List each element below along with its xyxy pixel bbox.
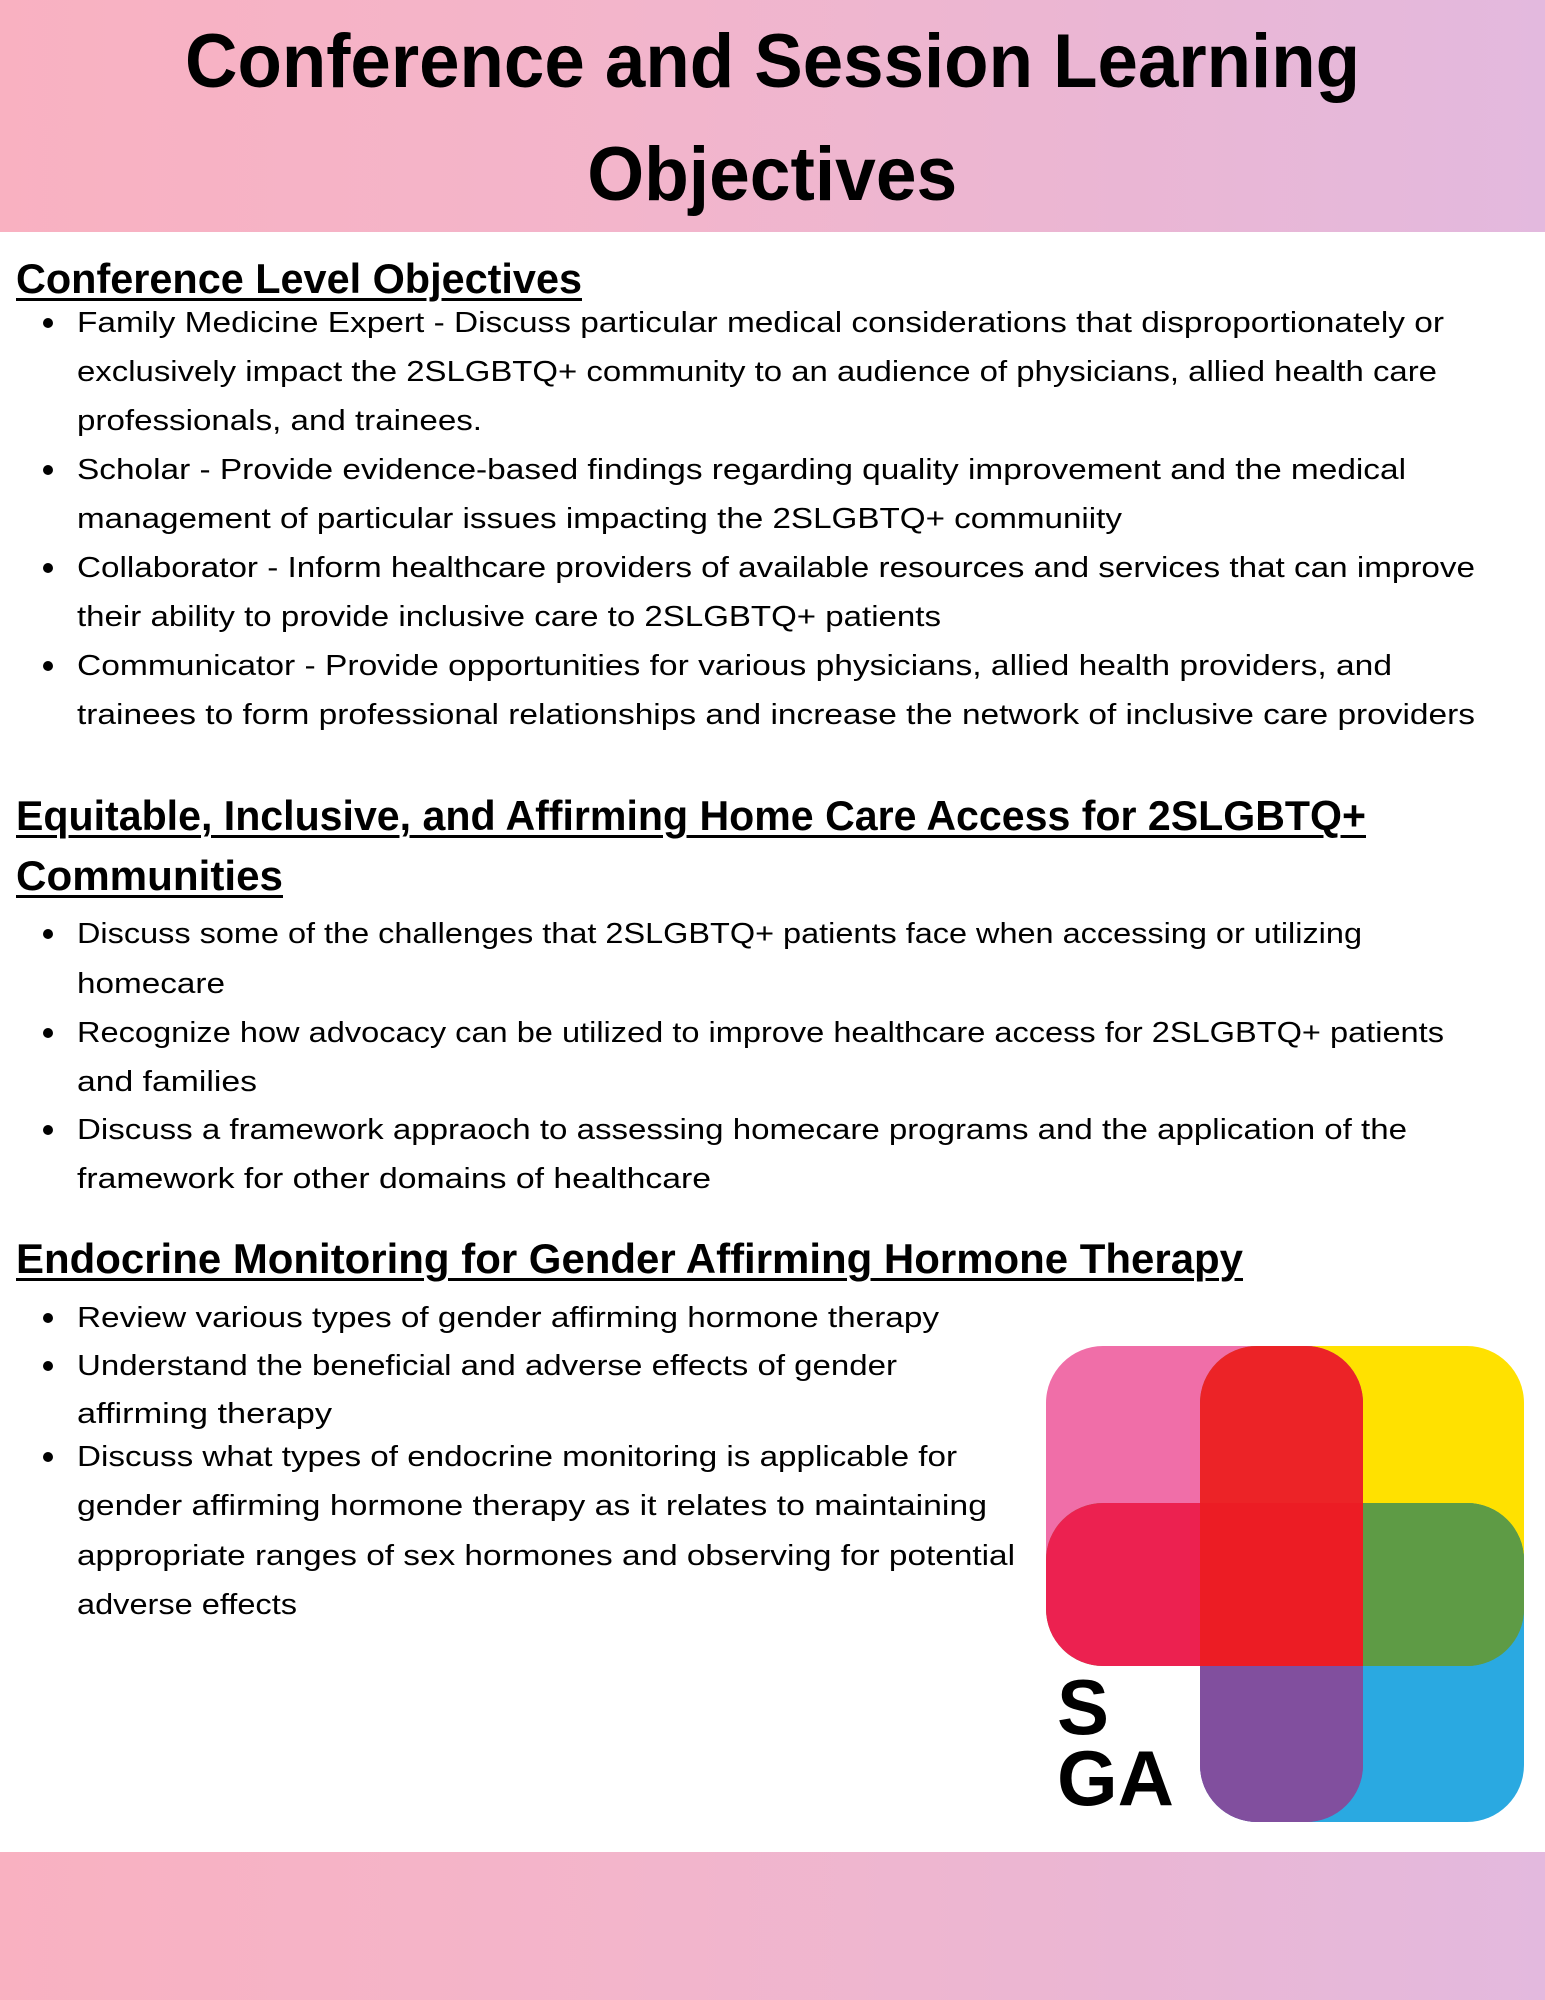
list-item-line	[77, 1163, 711, 1195]
logo-center-square	[1200, 1503, 1363, 1666]
list-item-text: framework for other domains of healthcare	[77, 1163, 711, 1195]
list-item-line	[77, 1490, 987, 1522]
list-item-text: management of particular issues impacting the 2SLGBTQ+ communiity	[77, 503, 1122, 535]
list-item-line	[77, 307, 1444, 339]
list-item-text: Communicator - Provide opportunities for various physicians, allied health providers, and	[77, 650, 1392, 682]
footer-banner	[0, 1852, 1545, 2000]
page-title-line-2	[0, 132, 1545, 217]
list-item-text: Family Medicine Expert - Discuss particular medical considerations that disproportionately or	[77, 307, 1444, 339]
bullet-icon	[43, 318, 53, 328]
list-item-text: Discuss what types of endocrine monitoring is applicable for	[77, 1441, 957, 1473]
section-heading-text: Communities	[16, 852, 283, 899]
section-heading-text: Equitable, Inclusive, and Affirming Home Care Access for 2SLGBTQ+	[16, 792, 1366, 839]
list-item-line	[77, 699, 1475, 731]
bullet-icon	[43, 1452, 53, 1462]
list-item-line	[77, 1398, 332, 1430]
list-item-text: gender affirming hormone therapy as it relates to maintaining	[77, 1490, 987, 1522]
list-item-line	[77, 918, 1362, 950]
logo-letter-s: S	[1057, 1663, 1110, 1751]
list-item-text: trainees to form professional relationships and increase the network of inclusive care providers	[77, 699, 1475, 731]
page-title-text: Conference and Session Learning	[184, 19, 1360, 104]
list-item-text: exclusively impact the 2SLGBTQ+ community to an audience of physicians, allied health care	[77, 356, 1437, 388]
list-item-line	[77, 1441, 957, 1473]
section-heading-endocrine	[16, 1235, 1244, 1282]
list-item-text: adverse effects	[77, 1589, 297, 1621]
list-item-line	[77, 1114, 1407, 1146]
list-item-line	[77, 650, 1392, 682]
list-item-text: Scholar - Provide evidence-based findings regarding quality improvement and the medical	[77, 454, 1406, 486]
logo-purple-lower	[1200, 1666, 1363, 1822]
list-item-text: and families	[77, 1066, 257, 1098]
list-item-line	[77, 1302, 940, 1334]
list-item-text: Collaborator - Inform healthcare providers of available resources and services that can improve	[77, 552, 1475, 584]
list-item-line	[77, 1589, 297, 1621]
section-heading-conference	[16, 255, 590, 302]
list-item-line	[77, 552, 1475, 584]
page-title-line-1	[0, 19, 1545, 104]
list-item-line	[77, 454, 1406, 486]
list-item-text: affirming therapy	[77, 1398, 332, 1430]
bullet-icon	[43, 1125, 53, 1135]
list-item-text: Discuss some of the challenges that 2SLGBTQ+ patients face when accessing or utilizing	[77, 918, 1362, 950]
section-heading-text: Conference Level Objectives	[16, 255, 582, 302]
list-item-text: Understand the beneficial and adverse effects of gender	[77, 1350, 897, 1382]
list-item-line	[77, 356, 1437, 388]
list-item-line	[77, 601, 941, 633]
logo-letters-ga: GA	[1057, 1734, 1174, 1822]
list-item-line	[77, 405, 482, 437]
list-item-text: Recognize how advocacy can be utilized to improve healthcare access for 2SLGBTQ+ patients	[77, 1017, 1444, 1049]
list-item-line	[77, 503, 1122, 535]
logo-yellow-lower	[1363, 1466, 1524, 1503]
list-item-text: appropriate ranges of sex hormones and observing for potential	[77, 1540, 1015, 1572]
page-title-text: Objectives	[587, 132, 958, 217]
bullet-icon	[43, 1028, 53, 1038]
section-heading-text: Endocrine Monitoring for Gender Affirming Hormone Therapy	[16, 1235, 1243, 1282]
bullet-icon	[43, 1361, 53, 1371]
bullet-icon	[43, 1313, 53, 1323]
list-item-line	[77, 968, 225, 1000]
list-item-text: their ability to provide inclusive care to 2SLGBTQ+ patients	[77, 601, 941, 633]
bullet-icon	[43, 465, 53, 475]
list-item-line	[77, 1350, 897, 1382]
sga-logo	[1046, 1346, 1524, 1822]
list-item-line	[77, 1066, 257, 1098]
list-item-text: homecare	[77, 968, 225, 1000]
list-item-text: Review various types of gender affirming hormone therapy	[77, 1302, 940, 1334]
list-item-line	[77, 1017, 1444, 1049]
bullet-icon	[43, 929, 53, 939]
logo-green-right	[1363, 1503, 1524, 1666]
list-item-text: professionals, and trainees.	[77, 405, 482, 437]
bullet-icon	[43, 563, 53, 573]
bullet-icon	[43, 661, 53, 671]
list-item-line	[77, 1540, 1015, 1572]
section-heading-home-care	[16, 792, 1396, 839]
list-item-text: Discuss a framework appraoch to assessing homecare programs and the application of the	[77, 1114, 1407, 1146]
section-heading-home-care-line-2	[16, 852, 283, 899]
